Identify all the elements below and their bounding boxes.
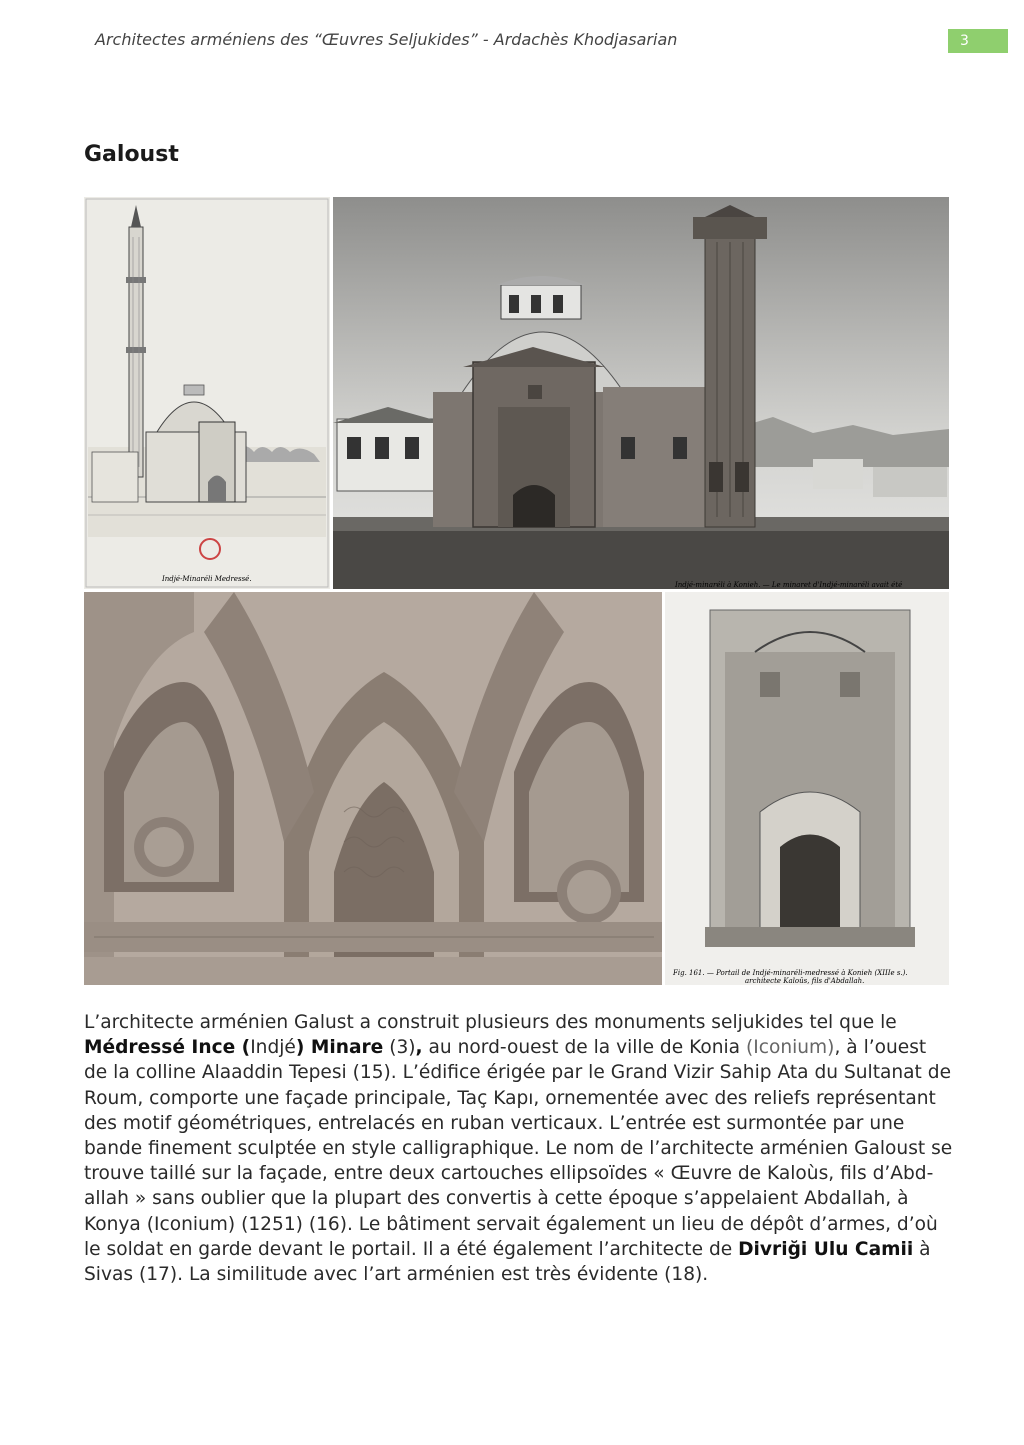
madrasa-photo-image — [333, 197, 949, 589]
bold-term-divrigi: Divriği Ulu Camii — [738, 1238, 914, 1260]
photo-caption: Indjé-minaréli à Konieh. — Le minaret d'Indjé-minaréli avait été — [675, 581, 903, 589]
bold-term-medresse: Médressé Ince ( — [84, 1037, 251, 1059]
sketch-caption: Indjé-Minaréli Medressé. — [162, 575, 252, 583]
body-text-segment: (3) — [383, 1037, 416, 1059]
running-header: Architectes arméniens des “Œuvres Seljukides” - Ardachès Khodjasarian — [95, 30, 678, 49]
page-number: 3 — [948, 29, 1008, 53]
body-text-segment: , à l’ouest de la colline Alaaddin Tepesi (15). L’édifice érigée par le Grand Vizir Sahip Ata du Sultanat de Roum, comporte une façade principale, Taç Kapı, ornementée avec des reliefs représentant des motif géométriques, entrelacés en ruban verticaux. L’entrée est surmontée par une bande finement sculptée en style calligraphique. Le nom de l’architecte arménien Galoust — [84, 1037, 952, 1160]
portal-caption-line2: architecte Kaloûs, fils d'Abdallah. — [745, 977, 865, 985]
body-text-segment: Indjé — [250, 1037, 296, 1059]
body-text-segment: se trouve taillé sur la façade, entre deux cartouches ellipsoïdes « Œuvre de Kaloùs, fils d’Abd-allah » sans oublier que la plupart des convertis à cette époque s’appelaient Abdallah, à Konya (Iconium) (1251) (16). Le bâtiment servait également un lieu de dépôt d’armes, d’où le soldat en garde devant le portail. Il a été également l’architecte de — [84, 1138, 953, 1260]
body-text-segment: au nord-ouest de la ville de Konia — [422, 1037, 741, 1059]
body-paragraph — [84, 1010, 954, 1287]
bold-comma: , — [415, 1037, 423, 1059]
body-text-segment: à Sivas (17). La similitude avec l’art arménien est très évidente (18). — [84, 1238, 931, 1286]
section-title: Galoust — [84, 142, 179, 167]
body-text-segment: (Iconium) — [745, 1037, 835, 1059]
sketch-minaret-image — [84, 197, 330, 589]
portal-engraving-image — [665, 592, 949, 985]
carved-portal-detail-image — [84, 592, 662, 985]
body-text-segment: L’architecte arménien Galust a construit plusieurs des monuments seljukides tel que le — [84, 1012, 897, 1033]
portal-caption-line1: Fig. 161. — Portail de Indjé-minaréli-medressé à Konieh (XIIIe s.). — [673, 969, 908, 977]
bold-term-minare: ) Minare — [295, 1037, 384, 1059]
